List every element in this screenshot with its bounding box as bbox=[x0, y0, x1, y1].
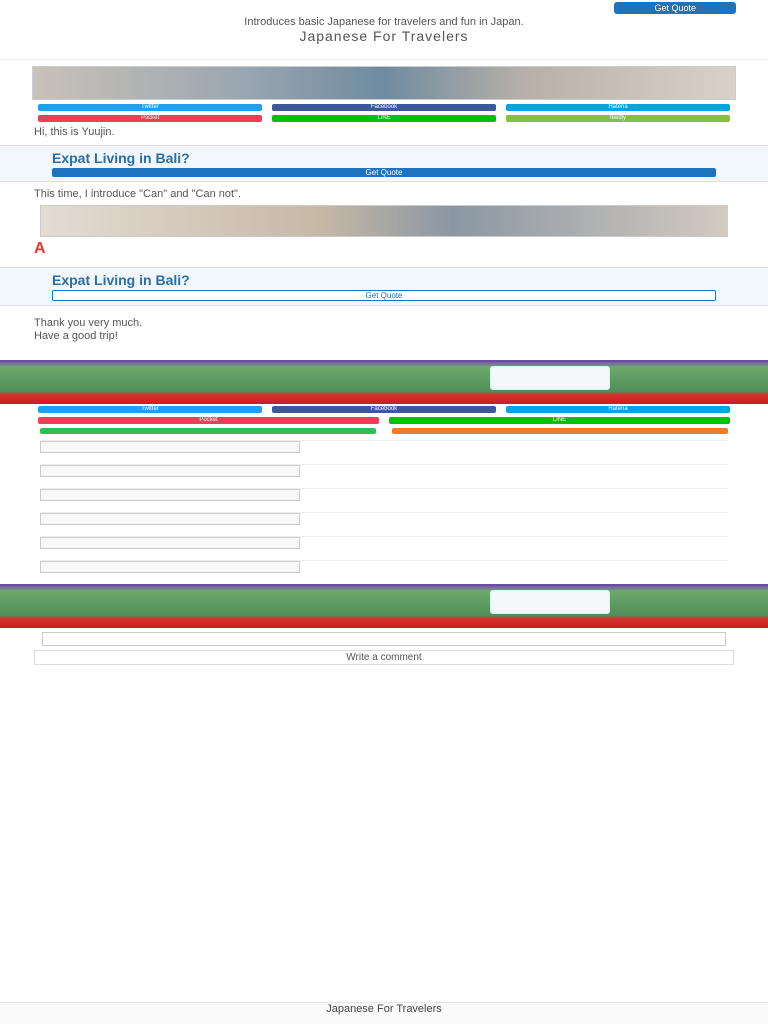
hero-image bbox=[32, 66, 736, 100]
related-item[interactable] bbox=[40, 440, 728, 464]
expat-ad-title: Expat Living in Bali? bbox=[52, 150, 190, 166]
banner-ad-2[interactable] bbox=[0, 584, 768, 628]
share-buttons-top bbox=[0, 102, 768, 113]
related-list bbox=[0, 440, 768, 584]
heading-highlight: A bbox=[34, 240, 46, 257]
write-comment-button[interactable]: Write a comment bbox=[34, 650, 734, 665]
article-image bbox=[40, 205, 728, 237]
follow-button-orange[interactable] bbox=[392, 428, 728, 434]
related-item[interactable] bbox=[40, 560, 728, 584]
related-thumb bbox=[40, 489, 300, 501]
related-item[interactable] bbox=[40, 536, 728, 560]
share-buttons-top-2 bbox=[0, 113, 768, 124]
comment-box[interactable] bbox=[42, 632, 726, 646]
share-line-button[interactable]: LINE bbox=[389, 417, 730, 424]
article-body-1 bbox=[0, 186, 768, 203]
share-twitter-button[interactable]: Twitter bbox=[38, 406, 262, 413]
site-header bbox=[0, 0, 768, 60]
share-pocket-button[interactable]: Pocket bbox=[38, 417, 379, 424]
share-hatena-button[interactable]: Hatena bbox=[506, 104, 730, 111]
related-thumb bbox=[40, 465, 300, 477]
phone-illustration bbox=[490, 590, 610, 614]
related-thumb bbox=[40, 513, 300, 525]
related-thumb bbox=[40, 441, 300, 453]
intro-line: Hi, this is Yuujin. bbox=[34, 126, 115, 138]
body-line: Thank you very much. bbox=[34, 317, 143, 329]
article-section-2 bbox=[0, 314, 768, 345]
site-description: Introduces basic Japanese for travelers and fun in Japan. bbox=[244, 16, 524, 28]
share-twitter-button[interactable]: Twitter bbox=[38, 104, 262, 111]
related-item[interactable] bbox=[40, 512, 728, 536]
body-line: Have a good trip! bbox=[34, 330, 118, 342]
follow-buttons bbox=[0, 426, 768, 436]
site-title[interactable]: Japanese For Travelers bbox=[299, 28, 469, 44]
post-navigation bbox=[34, 632, 734, 646]
footer-title[interactable]: Japanese For Travelers bbox=[326, 1003, 442, 1015]
expat-ad-title: Expat Living in Bali? bbox=[52, 272, 190, 288]
article-title bbox=[0, 60, 768, 64]
follow-button-green[interactable] bbox=[40, 428, 376, 434]
top-ad[interactable] bbox=[32, 2, 736, 14]
related-thumb bbox=[40, 537, 300, 549]
related-thumb bbox=[40, 561, 300, 573]
phone-illustration bbox=[490, 366, 610, 390]
share-line-button[interactable]: LINE bbox=[272, 115, 496, 122]
share-facebook-button[interactable]: Facebook bbox=[272, 406, 496, 413]
share-pocket-button[interactable]: Pocket bbox=[38, 115, 262, 122]
expat-ad-1[interactable] bbox=[0, 145, 768, 182]
share-feedly-button[interactable]: feedly bbox=[506, 115, 730, 122]
footer bbox=[0, 1002, 768, 1024]
share-hatena-button[interactable]: Hatena bbox=[506, 406, 730, 413]
comment-area bbox=[0, 628, 768, 671]
body-line: This time, I introduce "Can" and "Can not". bbox=[34, 188, 241, 200]
article-section-1 bbox=[0, 258, 768, 263]
top-ad-cta-button[interactable]: Get Quote bbox=[614, 2, 736, 14]
article-intro bbox=[0, 124, 768, 141]
section-heading bbox=[0, 239, 768, 258]
expat-ad-cta-button[interactable]: Get Quote bbox=[52, 168, 716, 177]
related-item[interactable] bbox=[40, 488, 728, 512]
share-buttons-bottom-2 bbox=[0, 415, 768, 426]
expat-ad-2[interactable] bbox=[0, 267, 768, 306]
related-item[interactable] bbox=[40, 464, 728, 488]
share-buttons-bottom bbox=[0, 404, 768, 415]
banner-ad-1[interactable] bbox=[0, 360, 768, 404]
expat-ad-cta-button[interactable]: Get Quote bbox=[52, 290, 716, 301]
share-facebook-button[interactable]: Facebook bbox=[272, 104, 496, 111]
